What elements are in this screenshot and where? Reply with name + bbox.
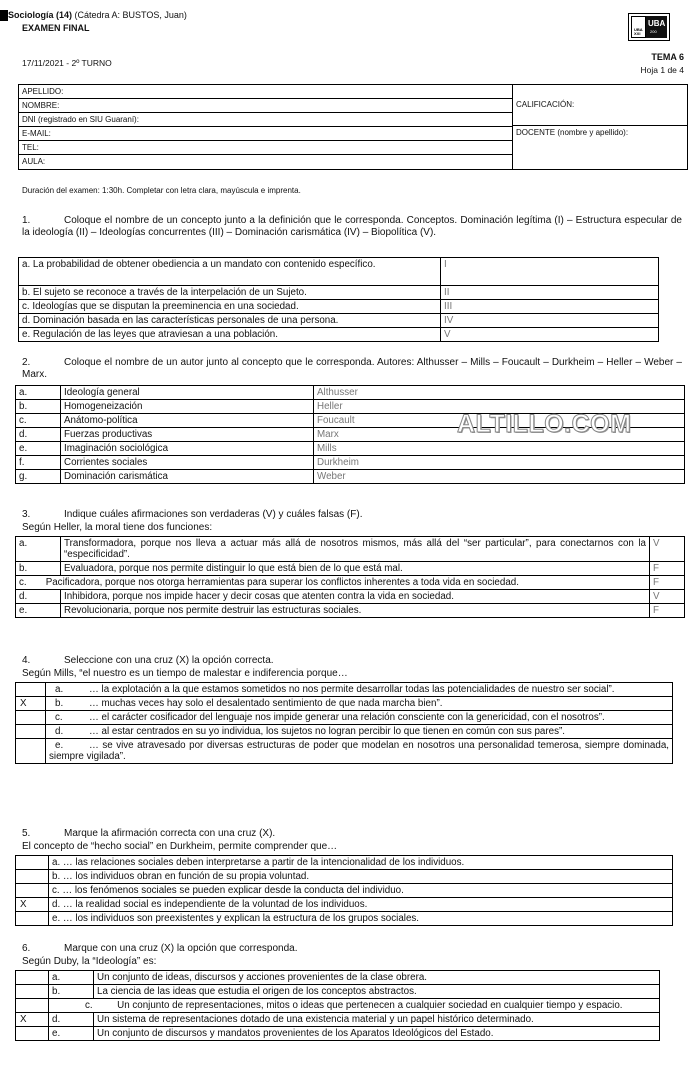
q2-answer[interactable]: Durkheim [314, 456, 685, 470]
q6-table [15, 970, 660, 1041]
table-row [16, 562, 685, 576]
q6-option: Un conjunto de ideas, discursos y acciones provenientes de la clase obrera. [94, 971, 660, 985]
q5-mark[interactable] [16, 856, 49, 870]
exam-date: 17/11/2021 - 2º TURNO [22, 58, 112, 68]
table-row [16, 985, 660, 999]
grading-fields [513, 85, 687, 169]
q6-option: Un sistema de representaciones dotado de una existencia material y un papel histórico determinado. [94, 1013, 660, 1027]
table-row [16, 604, 685, 618]
table-row [16, 537, 685, 562]
table-row [16, 912, 673, 926]
q5-mark[interactable] [16, 884, 49, 898]
q5-option: c. … los fenómenos sociales se pueden explicar desde la conducta del individuo. [49, 884, 673, 898]
q5-option: e. … los individuos son preexistentes y explican la estructura de los grupos sociales. [49, 912, 673, 926]
q5-table [15, 855, 673, 926]
q2-answer[interactable]: Heller [314, 400, 685, 414]
table-row [16, 697, 673, 711]
q1-def: b. El sujeto se reconoce a través de la interpelación de un Sujeto. [19, 286, 441, 300]
q6-subtitle: Según Duby, la “Ideología” es: [22, 956, 157, 967]
q6-mark[interactable] [16, 985, 49, 999]
table-row [16, 725, 673, 739]
q2-letter: c. [16, 414, 61, 428]
q3-letter: d. [16, 590, 61, 604]
field-apellido[interactable]: APELLIDO: [19, 85, 512, 99]
q2-concept: Imaginación sociológica [61, 442, 314, 456]
q4-mark[interactable] [16, 739, 46, 764]
table-row [16, 683, 673, 697]
q1-def: e. Regulación de las leyes que atraviesan a una población. [19, 328, 441, 342]
q4-mark[interactable] [16, 711, 46, 725]
table-row [16, 590, 685, 604]
q3-statement: Transformadora, porque nos lleva a actuar más allá de nosotros mismos, más allá del “ser particular”, para conectarnos con la “especificidad”. [61, 537, 650, 562]
q4-mark[interactable] [16, 725, 46, 739]
q3-statement-wide: c. Pacificadora, porque nos otorga herramientas para superar los conflictos inherentes a toda vida en sociedad. [16, 576, 650, 590]
q4-mark[interactable]: X [16, 697, 46, 711]
logo-emblem: UBA XXI [631, 16, 646, 38]
exam-type: EXAMEN FINAL [22, 23, 90, 33]
exam-duration: Duración del examen: 1:30h. Completar con letra clara, mayúscula e imprenta. [22, 186, 301, 195]
q3-answer[interactable]: V [650, 590, 685, 604]
q1-answer[interactable]: IV [441, 314, 659, 328]
q1-answer[interactable]: III [441, 300, 659, 314]
q1-def: a. La probabilidad de obtener obediencia a un mandato con contenido específico. [19, 258, 441, 286]
table-row [16, 576, 685, 590]
q3-subtitle: Según Heller, la moral tiene dos funciones: [22, 522, 213, 533]
q1-prompt: 1. Coloque el nombre de un concepto junto a la definición que le corresponda. Conceptos. Dominación legítima (I) – Estructura especular de la ideología (II) – Ideologías concurrentes (III) – Dominación carismática (IV) – Biopolítica (V). [22, 215, 682, 238]
table-row [16, 456, 685, 470]
student-fields [19, 85, 513, 169]
q2-letter: a. [16, 386, 61, 400]
student-id-form [18, 84, 688, 170]
table-row [19, 300, 659, 314]
q1-def: c. Ideologías que se disputan la preeminencia en una sociedad. [19, 300, 441, 314]
logo-text-block: UBA 200 [646, 16, 667, 38]
q2-answer[interactable]: Foucault [314, 414, 685, 428]
table-row [16, 386, 685, 400]
q5-option: d. … la realidad social es independiente de la voluntad de los individuos. [49, 898, 673, 912]
q3-answer[interactable]: F [650, 562, 685, 576]
table-row [16, 711, 673, 725]
q2-answer[interactable]: Marx [314, 428, 685, 442]
table-row [19, 328, 659, 342]
q4-mark[interactable] [16, 683, 46, 697]
q6-letter: a. [49, 971, 94, 985]
q6-option-wide: c. Un conjunto de representaciones, mitos o ideas que pertenecen a cualquier sociedad en cualquier tiempo y espacio. [49, 999, 660, 1013]
field-nombre[interactable]: NOMBRE: [19, 99, 512, 113]
q2-concept: Dominación carismática [61, 470, 314, 484]
q4-option: d. … al estar centrados en su yo individua, los sujetos no logran percibir lo que tienen en común con sus pares”. [46, 725, 673, 739]
table-row [16, 739, 673, 764]
table-row [16, 999, 660, 1013]
table-row [16, 1027, 660, 1041]
table-row [16, 898, 673, 912]
q6-mark[interactable] [16, 1027, 49, 1041]
q5-mark[interactable] [16, 870, 49, 884]
q4-option: c. … el carácter cosificador del lenguaje nos impide generar una relación consciente con la genericidad, con el nosotros”. [46, 711, 673, 725]
q2-answer[interactable]: Althusser [314, 386, 685, 400]
q6-option: La ciencia de las ideas que estudia el origen de los conceptos abstractos. [94, 985, 660, 999]
q4-prompt: 4. Seleccione con una cruz (X) la opción correcta. [22, 655, 274, 666]
q3-answer[interactable]: F [650, 576, 685, 590]
q3-table [15, 536, 685, 618]
table-row [16, 442, 685, 456]
q3-statement: Revolucionaria, porque nos permite destruir las estructuras sociales. [61, 604, 650, 618]
page-counter: Hoja 1 de 4 [640, 65, 684, 75]
q6-mark[interactable]: X [16, 1013, 49, 1027]
q5-prompt: 5. Marque la afirmación correcta con una cruz (X). [22, 828, 276, 839]
uba-logo [628, 13, 670, 41]
q3-prompt: 3. Indique cuáles afirmaciones son verdaderas (V) y cuáles falsas (F). [22, 509, 363, 520]
table-row [19, 314, 659, 328]
q3-answer[interactable]: F [650, 604, 685, 618]
course-title [8, 10, 187, 21]
q3-letter: a. [16, 537, 61, 562]
q5-mark[interactable] [16, 912, 49, 926]
q3-statement: Inhibidora, porque nos impide hacer y decir cosas que atenten contra la vida en sociedad. [61, 590, 650, 604]
q2-answer[interactable]: Mills [314, 442, 685, 456]
q6-prompt: 6. Marque con una cruz (X) la opción que corresponda. [22, 943, 298, 954]
q2-concept: Homogeneización [61, 400, 314, 414]
q5-mark[interactable]: X [16, 898, 49, 912]
q1-def: d. Dominación basada en las características personales de una persona. [19, 314, 441, 328]
q1-answer[interactable]: V [441, 328, 659, 342]
field-calificacion[interactable]: CALIFICACIÓN: [513, 85, 687, 126]
q2-letter: e. [16, 442, 61, 456]
q2-letter: f. [16, 456, 61, 470]
q5-subtitle: El concepto de “hecho social” en Durkheim, permite comprender que… [22, 841, 338, 852]
q6-mark[interactable] [16, 971, 49, 985]
q2-letter: b. [16, 400, 61, 414]
table-row [19, 258, 659, 286]
q6-mark[interactable] [16, 999, 49, 1013]
q2-answer[interactable]: Weber [314, 470, 685, 484]
q3-statement: Evaluadora, porque nos permite distinguir lo que está bien de lo que está mal. [61, 562, 650, 576]
q2-concept: Ideología general [61, 386, 314, 400]
redaction-bar [0, 10, 8, 21]
q2-letter: g. [16, 470, 61, 484]
q3-letter: b. [16, 562, 61, 576]
q4-option: a. … la explotación a la que estamos sometidos no nos permite desarrollar todas las potencialidades de nuestro ser social”. [46, 683, 673, 697]
q4-table [15, 682, 673, 764]
q2-prompt: 2. Coloque el nombre de un autor junto al concepto que le corresponda. Autores: Althusser – Mills – Foucault – Durkheim – Heller – Weber – Marx. [22, 357, 682, 380]
table-row [16, 971, 660, 985]
field-tel[interactable]: TEL: [19, 141, 512, 155]
q6-letter: e. [49, 1027, 94, 1041]
table-row [16, 856, 673, 870]
q4-option: b. … muchas veces hay solo el desalentado sentimiento de que nada marcha bien”. [46, 697, 673, 711]
q1-answer[interactable]: II [441, 286, 659, 300]
table-row [16, 470, 685, 484]
q1-table [18, 257, 659, 342]
q6-letter: b. [49, 985, 94, 999]
q2-concept: Fuerzas productivas [61, 428, 314, 442]
q4-subtitle: Según Mills, “el nuestro es un tiempo de malestar e indiferencia porque… [22, 668, 348, 679]
q2-concept: Anátomo-política [61, 414, 314, 428]
course-detail: (Cátedra A: BUSTOS, Juan) [74, 10, 187, 20]
q6-option: Un conjunto de discursos y mandatos provenientes de los Aparatos Ideológicos del Estado. [94, 1027, 660, 1041]
field-aula[interactable]: AULA: [22, 157, 46, 166]
q3-answer[interactable]: V [650, 537, 685, 562]
q2-concept: Corrientes sociales [61, 456, 314, 470]
field-docente[interactable]: DOCENTE (nombre y apellido): [516, 128, 629, 137]
q3-letter: e. [16, 604, 61, 618]
tema-label: TEMA 6 [651, 52, 684, 62]
table-row [16, 884, 673, 898]
table-row [16, 1013, 660, 1027]
q1-answer[interactable]: I [441, 258, 659, 286]
table-row [16, 870, 673, 884]
field-dni[interactable]: DNI (registrado en SIU Guaraní): [19, 113, 512, 127]
altillo-watermark: ALTILLO.COM [457, 410, 632, 438]
q6-letter: d. [49, 1013, 94, 1027]
q5-option: a. … las relaciones sociales deben interpretarse a partir de la intencionalidad de los individuos. [49, 856, 673, 870]
q5-option: b. … los individuos obran en función de su propia voluntad. [49, 870, 673, 884]
table-row [19, 286, 659, 300]
field-email[interactable]: E-MAIL: [19, 127, 512, 141]
q4-option: e. … se vive atravesado por diversas estructuras de poder que modelan en nosotros una personalidad temerosa, siempre dominada, siempre vigilada”. [46, 739, 673, 764]
q2-letter: d. [16, 428, 61, 442]
course-name: Sociología (14) [8, 10, 73, 20]
